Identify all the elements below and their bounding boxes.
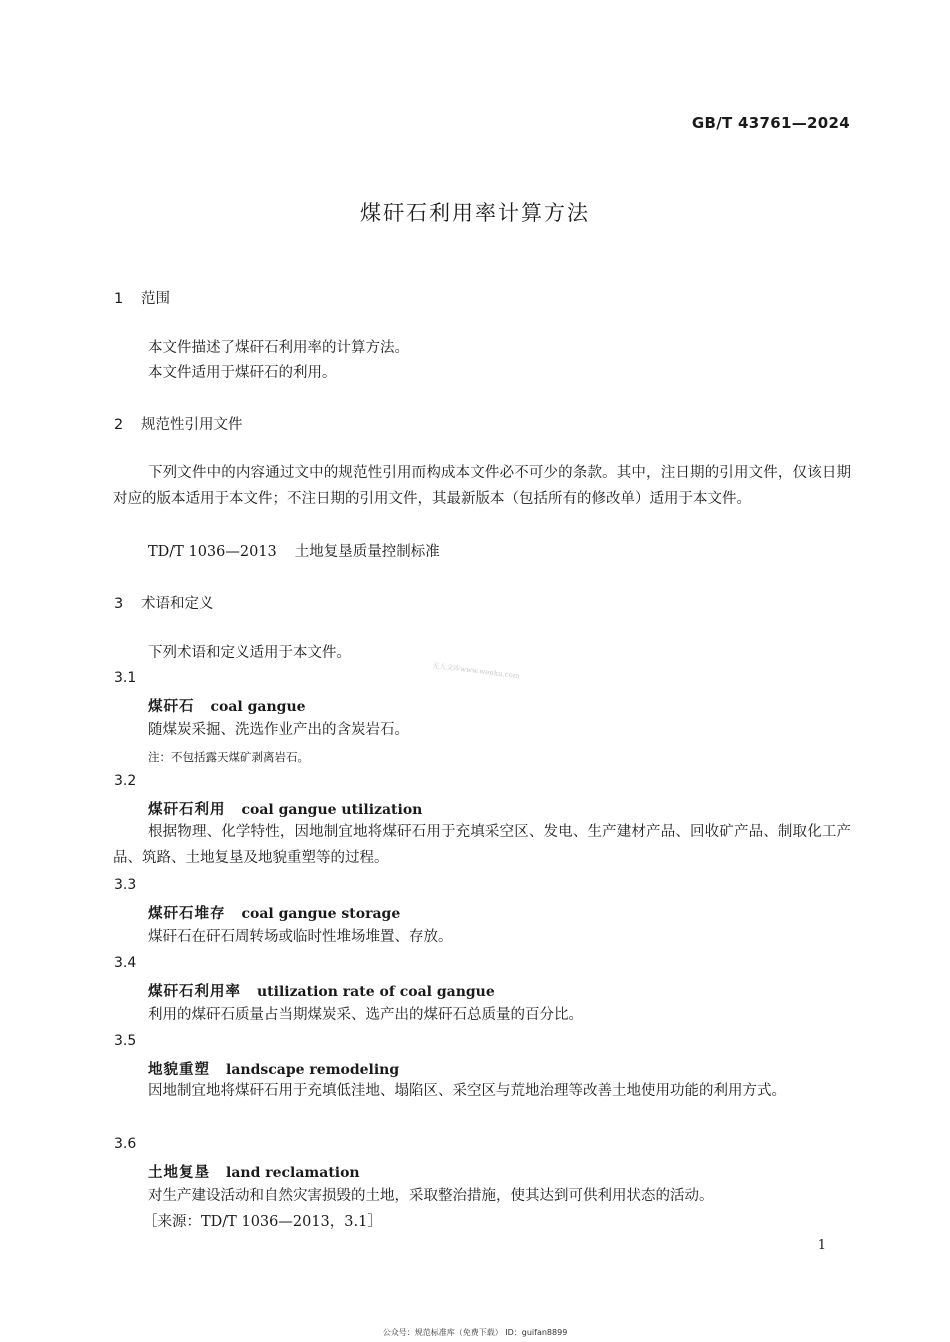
term-name-en: coal gangue storage (241, 906, 401, 922)
term-name-zh: 煤矸石 (148, 699, 195, 715)
watermark: 无人文库www.wenku.com (431, 661, 520, 681)
footer-text: 公众号：规范标准库（免费下载） ID：guifan8899 (382, 1328, 568, 1337)
scope-paragraph-2: 本文件适用于煤矸石的利用。 (148, 365, 337, 381)
term-name-en: coal gangue (210, 699, 306, 715)
term-definition: 因地制宜地将煤矸石用于充填低洼地、塌陷区、采空区与荒地治理等改善土地使用功能的利用方式。 (148, 1083, 786, 1099)
page-number: 1 (817, 1238, 826, 1253)
term-name-zh: 煤矸石利用率 (148, 984, 241, 1000)
term-number: 3.5 (114, 1033, 137, 1049)
document-title: 煤矸石利用率计算方法 (360, 201, 590, 225)
term-name-en: coal gangue utilization (241, 802, 423, 818)
scope-paragraph-1: 本文件描述了煤矸石利用率的计算方法。 (148, 340, 409, 356)
term-name-en: land reclamation (226, 1165, 360, 1181)
reference-title: 土地复垦质量控制标准 (294, 544, 440, 560)
standard-code: GB/T 43761—2024 (691, 114, 850, 132)
section-number: 1 (114, 291, 124, 307)
term-number: 3.4 (114, 955, 137, 971)
term-heading (148, 798, 422, 819)
normative-paragraph: 下列文件中的内容通过文中的规范性引用而构成本文件必不可少的条款。其中，注日期的引用文件，仅该日期对应的版本适用于本文件；不注日期的引用文件，其最新版本（包括所有的修改单）适用于本文件。 (113, 465, 851, 507)
term-name-zh: 煤矸石利用 (148, 802, 226, 818)
section-heading-normative (114, 413, 243, 434)
section-number: 2 (114, 417, 124, 433)
section-title: 规范性引用文件 (141, 417, 243, 433)
term-name-zh: 煤矸石堆存 (148, 906, 226, 922)
term-source: ［来源：TD/T 1036—2013，3.1］ (143, 1214, 382, 1230)
term-definition: 对生产建设活动和自然灾害损毁的土地，采取整治措施，使其达到可供利用状态的活动。 (148, 1188, 714, 1204)
section-heading-terms (114, 592, 214, 613)
section-title: 范围 (141, 291, 170, 307)
terms-intro: 下列术语和定义适用于本文件。 (148, 645, 351, 661)
section-heading-scope (114, 287, 170, 308)
term-heading (148, 980, 495, 1001)
term-definition: 利用的煤矸石质量占当期煤炭采、选产出的煤矸石总质量的百分比。 (148, 1007, 583, 1023)
term-definition: 随煤炭采掘、洗选作业产出的含炭岩石。 (148, 722, 409, 738)
term-heading (148, 1161, 360, 1182)
term-number: 3.3 (114, 877, 137, 893)
term-number: 3.1 (114, 670, 137, 686)
normative-reference (148, 540, 440, 564)
section-number: 3 (114, 596, 124, 612)
term-number: 3.2 (114, 773, 137, 789)
term-definition: 煤矸石在矸石周转场或临时性堆场堆置、存放。 (148, 929, 453, 945)
term-number: 3.6 (114, 1136, 137, 1152)
term-note: 注：不包括露天煤矿剥离岩石。 (148, 750, 309, 764)
term-name-zh: 地貌重塑 (148, 1062, 210, 1078)
reference-code: TD/T 1036—2013 (148, 544, 277, 560)
term-name-zh: 土地复垦 (148, 1165, 210, 1181)
term-heading (148, 695, 306, 716)
term-name-en: utilization rate of coal gangue (257, 984, 495, 1000)
term-heading (148, 1058, 399, 1079)
term-definition: 根据物理、化学特性，因地制宜地将煤矸石用于充填采空区、发电、生产建材产品、回收矿产品、制取化工产品、筑路、土地复垦及地貌重塑等的过程。 (113, 824, 851, 866)
term-heading (148, 902, 400, 923)
section-title: 术语和定义 (141, 596, 214, 612)
term-name-en: landscape remodeling (226, 1062, 400, 1078)
